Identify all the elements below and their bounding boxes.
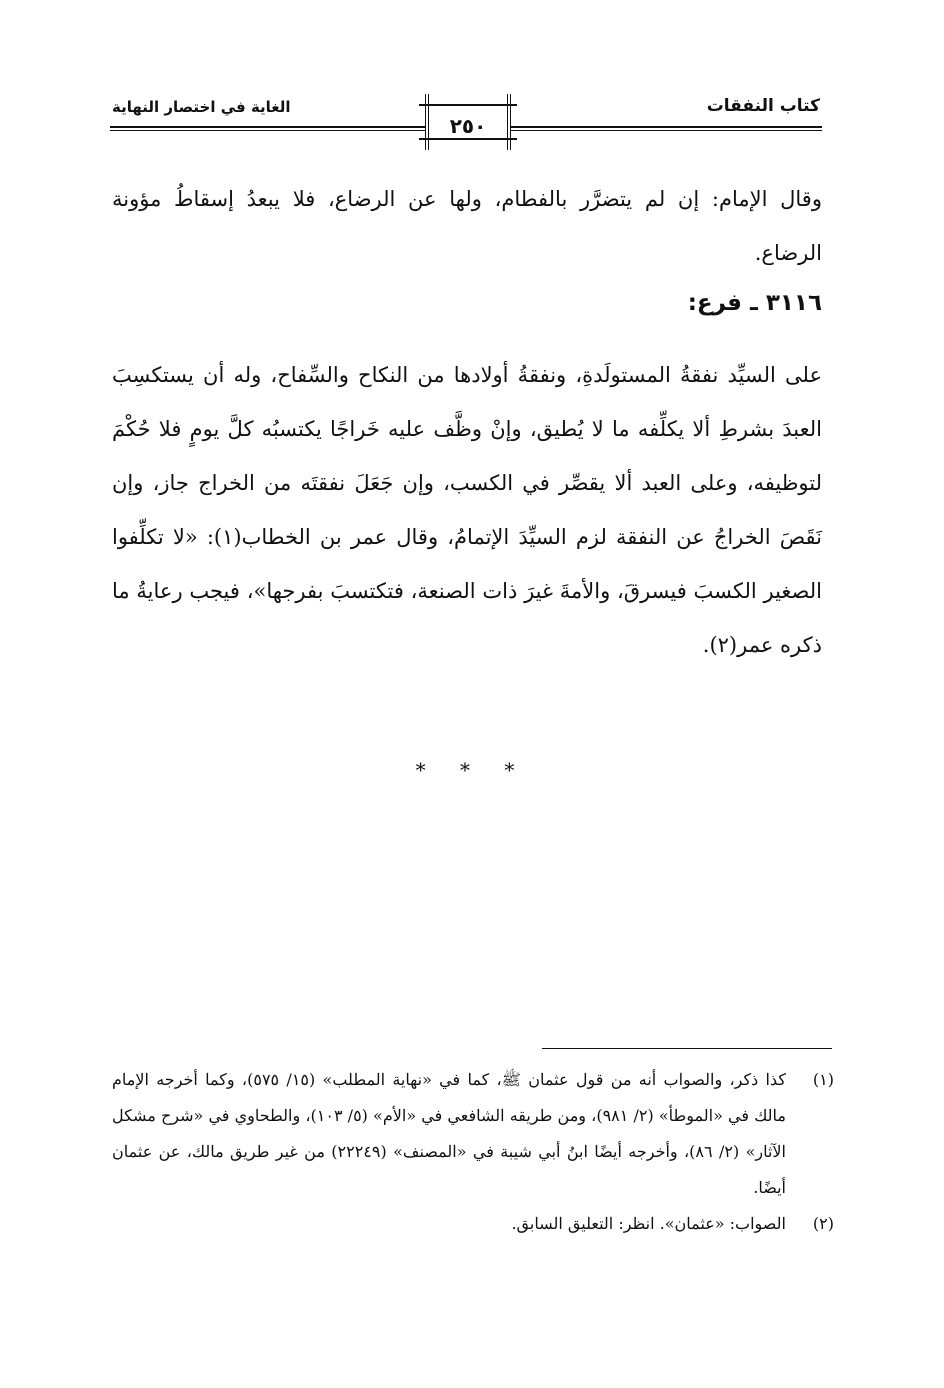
footnote-rule bbox=[542, 1048, 832, 1049]
paragraph-1: وقال الإمام: إن لم يتضرَّر بالفطام، ولها عن الرضاع، فلا يبعدُ إسقاطُ مؤونة الرضاع. bbox=[112, 187, 822, 265]
branch-heading: ٣١١٦ ـ فرع: bbox=[687, 290, 822, 316]
book-title: كتاب النفقات bbox=[706, 96, 820, 116]
footnote-number: (١) bbox=[812, 1070, 834, 1089]
footnote-text: كذا ذكر، والصواب أنه من قول عثمان ﷺ، كما في «نهاية المطلب» (١٥/ ٥٧٥)، وكما أخرجه الإمام مالك في «الموطأ» (٢/ ٩٨١)، ومن طريقه الشافعي في «الأم» (٥/ ١٠٣)، والطحاوي في «شرح مشكل الآثار» (٢/ ٨٦)، وأخرجه أيضًا ابنُ أبي شيبة في «المصنف» (٢٢٢٤٩) من غير طريق مالك، عن عثمان أيضًا. bbox=[112, 1070, 787, 1197]
page-number-frame bbox=[425, 94, 511, 150]
footnote-number: (٢) bbox=[812, 1214, 834, 1233]
footnote-text: الصواب: «عثمان». انظر: التعليق السابق. bbox=[511, 1214, 786, 1233]
work-title: الغاية في اختصار النهاية bbox=[112, 98, 291, 116]
footnote-2 bbox=[112, 1206, 834, 1242]
footnotes bbox=[112, 1062, 834, 1242]
paragraph-2: على السيِّد نفقةُ المستولَدةِ، ونفقةُ أولادها من النكاح والسِّفاح، وله أن يستكسِبَ العبدَ بشرطِ ألا يكلِّفه ما لا يُطيق، وإنْ وظَّف عليه خَراجًا يكتسبُه كلَّ يومٍ فلا حُكْمَ لتوظيفه، وعلى العبد ألا يقصِّر في الكسب، وإن جَعَلَ نفقتَه من الخراج جاز، وإن نَقَصَ الخراجُ عن النفقة لزم السيِّدَ الإتمامُ، وقال عمر بن الخطاب(١): «لا تكلِّفوا الصغير الكسبَ فيسرقَ، والأمةَ غيرَ ذات الصنعة، فتكتسبَ بفرجها»، فيجب رعايةُ ما ذكره عمر(٢). bbox=[112, 363, 822, 657]
section-separator: * * * bbox=[415, 758, 529, 782]
running-header bbox=[110, 88, 822, 158]
footnote-1 bbox=[112, 1062, 834, 1206]
page-number: ٢٥٠ bbox=[449, 114, 487, 138]
